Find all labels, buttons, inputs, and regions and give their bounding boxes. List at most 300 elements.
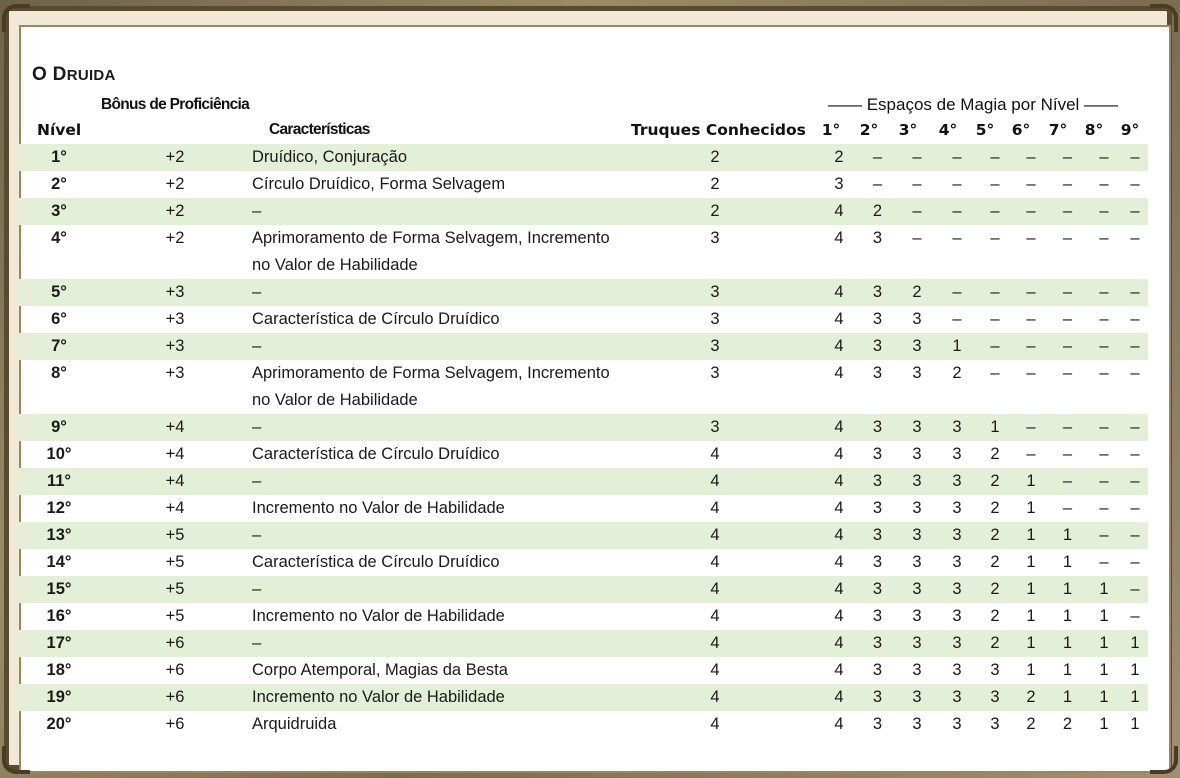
header-slot-level: 4°	[938, 121, 958, 139]
spell-slot-cell: 2	[1026, 715, 1036, 733]
spell-slot-cell: 3	[834, 175, 844, 193]
spell-slot-cell: 3	[872, 553, 883, 571]
spell-slot-cell: –	[1049, 333, 1086, 360]
spell-slot-cell: –	[990, 175, 1000, 193]
spell-slot-cell: 4	[820, 198, 858, 225]
spell-slot-cell: –	[1122, 279, 1148, 306]
spell-slot-cell: –	[977, 198, 1013, 225]
frame-corner-ornament	[1150, 746, 1178, 774]
table-row	[18, 657, 1148, 684]
spell-slot-cell: –	[1049, 468, 1086, 495]
features-cell: Característica de Círculo Druídico	[252, 445, 500, 463]
spell-slot-cell: 3	[937, 414, 977, 441]
proficiency-bonus-cell: +6	[165, 661, 185, 679]
cantrips-cell: 4	[610, 468, 820, 495]
spell-slot-cell: 3	[897, 414, 937, 441]
table-row	[18, 576, 1148, 603]
spell-slot-cell: –	[990, 364, 1000, 382]
spell-slot-cell: –	[1122, 333, 1148, 360]
level-cell: 9°	[18, 414, 100, 441]
level-cell: 5°	[18, 279, 100, 306]
table-row	[18, 549, 1148, 576]
proficiency-bonus-cell: +2	[165, 175, 185, 193]
cantrips-cell: 4	[610, 522, 820, 549]
header-proficiency: Bônus de Proficiência	[101, 96, 250, 113]
features-cell: Druídico, Conjuração	[250, 144, 610, 171]
frame-corner-ornament	[2, 4, 30, 32]
spell-slot-cell: 4	[820, 414, 858, 441]
level-cell: 20°	[46, 715, 72, 733]
features-cell: –	[250, 279, 610, 306]
cantrips-cell: 2	[610, 198, 820, 225]
header-slot-level: 8°	[1084, 121, 1104, 139]
spell-slot-cell: 3	[872, 445, 883, 463]
frame-corner-ornament	[1150, 4, 1178, 32]
spell-slot-cell: –	[1122, 414, 1148, 441]
features-cell: –	[250, 333, 610, 360]
header-slot-level: 2°	[859, 121, 879, 139]
proficiency-bonus-cell: +4	[100, 414, 250, 441]
spell-slot-cell: 1	[1049, 630, 1086, 657]
header-slot-level: 1°	[821, 121, 841, 139]
table-row	[18, 306, 1148, 333]
header-slot-level: 6°	[1011, 121, 1031, 139]
spell-slot-cell: 3	[872, 310, 883, 328]
level-cell: 6°	[51, 310, 67, 328]
features-cell: –	[250, 522, 610, 549]
table-row	[18, 630, 1148, 657]
spell-slot-cell: 1	[1013, 630, 1049, 657]
spell-slot-cell: –	[1099, 445, 1109, 463]
spell-slot-cell: –	[897, 144, 937, 171]
spell-slot-cell: –	[1099, 364, 1109, 382]
spell-slot-cell: –	[990, 310, 1000, 328]
features-cell: Característica de Círculo Druídico	[252, 310, 500, 328]
cantrips-cell: 4	[710, 715, 720, 733]
spell-slot-cell: –	[1062, 445, 1073, 463]
spell-slot-cell: 3	[897, 333, 937, 360]
spell-slot-cell: 1	[1099, 661, 1109, 679]
features-cell: Círculo Druídico, Forma Selvagem	[252, 175, 506, 193]
spell-slot-cell: 2	[977, 522, 1013, 549]
cantrips-cell: 3	[610, 279, 820, 306]
spell-slot-cell: 1	[1026, 553, 1036, 571]
proficiency-bonus-cell: +3	[165, 310, 185, 328]
spell-slot-cell: –	[1049, 198, 1086, 225]
cantrips-cell: 4	[710, 445, 720, 463]
spell-slot-cell: 4	[834, 607, 844, 625]
features-cell: Incremento no Valor de Habilidade	[250, 684, 610, 711]
spell-slot-cell: –	[1086, 279, 1122, 306]
cantrips-cell: 4	[610, 630, 820, 657]
spell-slot-cell: –	[1013, 333, 1049, 360]
spell-slot-cell: –	[872, 175, 883, 193]
spell-slot-cell: –	[1013, 198, 1049, 225]
spell-slot-cell: –	[1013, 279, 1049, 306]
table-row	[18, 225, 1148, 279]
table-row	[18, 333, 1148, 360]
spell-slot-cell: –	[1026, 364, 1036, 382]
table-row	[18, 414, 1148, 441]
spell-slot-cell: 2	[858, 198, 897, 225]
spell-slot-cell: 4	[834, 310, 844, 328]
cantrips-cell: 4	[610, 684, 820, 711]
spell-slot-cell: 2	[977, 468, 1013, 495]
spell-slot-cell: 3	[858, 333, 897, 360]
spell-slot-cell: 1	[937, 333, 977, 360]
cantrips-cell: 4	[710, 499, 720, 517]
spell-slot-cell: –	[1122, 468, 1148, 495]
spell-slot-cell: 1	[1013, 576, 1049, 603]
features-cell: Corpo Atemporal, Magias da Besta	[252, 661, 508, 679]
level-cell: 8°	[51, 364, 67, 382]
spell-slot-cell: –	[912, 229, 922, 247]
level-cell: 10°	[46, 445, 72, 463]
proficiency-bonus-cell: +4	[165, 445, 185, 463]
level-cell: 14°	[46, 553, 72, 571]
spell-slot-cell: 4	[834, 229, 844, 247]
proficiency-bonus-cell: +4	[100, 468, 250, 495]
spell-slot-cell: 3	[897, 576, 937, 603]
spell-slot-cell: –	[1099, 499, 1109, 517]
header-slot-level: 9°	[1120, 121, 1140, 139]
cantrips-cell: 4	[710, 607, 720, 625]
proficiency-bonus-cell: +6	[100, 630, 250, 657]
spell-slot-cell: 4	[820, 468, 858, 495]
level-cell: 11°	[18, 468, 100, 495]
spell-slot-cell: 1	[1013, 468, 1049, 495]
spell-slot-cell: 3	[912, 364, 922, 382]
spell-slot-cell: 2	[820, 144, 858, 171]
features-cell: –	[250, 576, 610, 603]
spell-slot-cell: 1	[1122, 630, 1148, 657]
spell-slot-cell: 3	[912, 445, 922, 463]
proficiency-bonus-cell: +2	[165, 229, 185, 247]
spell-slot-cell: –	[1026, 445, 1036, 463]
features-cell: –	[250, 630, 610, 657]
spell-slot-cell: –	[1130, 175, 1140, 193]
spell-slot-cell: –	[937, 144, 977, 171]
spell-slot-cell: –	[990, 229, 1000, 247]
cantrips-cell: 4	[610, 576, 820, 603]
spell-slot-cell: –	[1099, 553, 1109, 571]
spell-slot-cell: 3	[937, 630, 977, 657]
spell-slot-cell: –	[1086, 522, 1122, 549]
spell-slot-cell: 1	[1026, 499, 1036, 517]
spell-slot-cell: –	[1130, 607, 1140, 625]
spell-slot-cell: –	[937, 198, 977, 225]
header-slot-level: 5°	[975, 121, 995, 139]
spell-slot-cell: 3	[897, 630, 937, 657]
spell-slot-cell: 3	[952, 499, 962, 517]
level-cell: 18°	[46, 661, 72, 679]
spell-slot-cell: –	[1062, 310, 1073, 328]
level-cell: 2°	[51, 175, 67, 193]
spell-slot-cell: 3	[872, 715, 883, 733]
level-cell: 16°	[46, 607, 72, 625]
spell-slot-cell: –	[1062, 364, 1073, 382]
spell-slot-cell: –	[977, 144, 1013, 171]
spell-slot-cell: –	[912, 175, 922, 193]
spell-slot-cell: 3	[897, 522, 937, 549]
spell-slot-cell: 4	[820, 333, 858, 360]
spell-slot-cell: –	[1086, 468, 1122, 495]
title-first: O D	[32, 64, 67, 85]
proficiency-bonus-cell: +5	[100, 522, 250, 549]
spell-slot-cell: 1	[1026, 661, 1036, 679]
spell-slot-cell: 4	[820, 576, 858, 603]
spell-slot-cell: 3	[912, 661, 922, 679]
table-row	[18, 144, 1148, 171]
spell-slot-cell: –	[1086, 198, 1122, 225]
spell-slot-cell: –	[1122, 576, 1148, 603]
proficiency-bonus-cell: +5	[165, 553, 185, 571]
spell-slot-cell: 1	[1099, 607, 1109, 625]
proficiency-bonus-cell: +6	[165, 715, 185, 733]
table-row	[18, 441, 1148, 468]
spell-slot-cell: 3	[858, 414, 897, 441]
spell-slot-cell: 2	[990, 499, 1000, 517]
spell-slot-cell: 2	[990, 553, 1000, 571]
table-row	[18, 360, 1148, 414]
spell-slot-cell: 3	[990, 715, 1000, 733]
title-rest: RUIDA	[66, 67, 116, 84]
spell-slot-cell: 1	[1062, 607, 1073, 625]
features-cell: Aprimoramento de Forma Selvagem, Incremento no Valor de Habilidade	[252, 229, 610, 274]
spell-slot-cell: 3	[897, 468, 937, 495]
spell-slot-cell: 2	[977, 576, 1013, 603]
spell-slot-cell: –	[952, 175, 962, 193]
spell-slot-cell: –	[1122, 144, 1148, 171]
spell-slot-cell: –	[1026, 310, 1036, 328]
spell-slot-cell: 3	[937, 684, 977, 711]
spell-slot-cell: –	[1049, 414, 1086, 441]
proficiency-bonus-cell: +5	[165, 607, 185, 625]
spell-slot-cell: 2	[1062, 715, 1073, 733]
spell-slot-cell: –	[1062, 175, 1073, 193]
level-cell: 12°	[46, 499, 72, 517]
spell-slot-cell: 3	[952, 607, 962, 625]
table-row	[18, 522, 1148, 549]
spell-slot-cell: 3	[872, 364, 883, 382]
spell-slot-cell: 3	[952, 661, 962, 679]
spell-slot-cell: –	[1130, 310, 1140, 328]
table-row	[18, 171, 1148, 198]
header-spell-slots-group: —— Espaços de Magia por Nível ——	[828, 95, 1119, 114]
spell-slot-cell: 4	[820, 522, 858, 549]
spell-slot-cell: –	[1086, 144, 1122, 171]
spell-slot-cell: 3	[912, 310, 922, 328]
header-level: Nível	[37, 121, 82, 139]
spell-slot-cell: 3	[937, 522, 977, 549]
spell-slot-cell: 4	[834, 499, 844, 517]
table-row	[18, 603, 1148, 630]
features-cell: Incremento no Valor de Habilidade	[252, 499, 505, 517]
cantrips-cell: 4	[710, 661, 720, 679]
cantrips-cell: 3	[710, 229, 720, 247]
cantrips-cell: 4	[710, 553, 720, 571]
spell-slot-cell: 4	[820, 279, 858, 306]
spell-slot-cell: –	[952, 310, 962, 328]
table-row	[18, 468, 1148, 495]
level-cell: 4°	[51, 229, 67, 247]
spell-slot-cell: –	[1130, 229, 1140, 247]
spell-slot-cell: 1	[1122, 684, 1148, 711]
spell-slot-cell: 3	[858, 630, 897, 657]
spell-slot-cell: 1	[1086, 630, 1122, 657]
proficiency-bonus-cell: +4	[165, 499, 185, 517]
cantrips-cell: 2	[710, 175, 720, 193]
spell-slot-cell: –	[858, 144, 897, 171]
spell-slot-cell: 3	[937, 468, 977, 495]
proficiency-bonus-cell: +5	[100, 576, 250, 603]
spell-slot-cell: 2	[897, 279, 937, 306]
spell-slot-cell: 1	[1086, 684, 1122, 711]
spell-slot-cell: 3	[858, 468, 897, 495]
spell-slot-cell: 1	[1062, 553, 1073, 571]
spell-slot-cell: 4	[834, 553, 844, 571]
spell-slot-cell: 3	[952, 715, 962, 733]
header-cantrips: Truques Conhecidos	[631, 121, 806, 139]
spell-slot-cell: 2	[1013, 684, 1049, 711]
spell-slot-cell: –	[1099, 175, 1109, 193]
spell-slot-cell: –	[1062, 229, 1073, 247]
cantrips-cell: 3	[710, 310, 720, 328]
features-cell: Aprimoramento de Forma Selvagem, Incremento no Valor de Habilidade	[252, 364, 610, 409]
proficiency-bonus-cell: +6	[100, 684, 250, 711]
spell-slot-cell: 3	[977, 684, 1013, 711]
proficiency-bonus-cell: +3	[165, 364, 185, 382]
features-cell: –	[250, 468, 610, 495]
table-row	[18, 279, 1148, 306]
features-cell: –	[250, 414, 610, 441]
spell-slot-cell: 4	[834, 661, 844, 679]
spell-slot-cell: –	[1026, 175, 1036, 193]
spell-slot-cell: –	[1013, 144, 1049, 171]
level-cell: 19°	[18, 684, 100, 711]
spell-slot-cell: –	[1099, 229, 1109, 247]
spell-slot-cell: 1	[1049, 576, 1086, 603]
spell-slot-cell: –	[1122, 198, 1148, 225]
features-cell: –	[250, 198, 610, 225]
proficiency-bonus-cell: +3	[100, 333, 250, 360]
features-cell: Arquidruida	[252, 715, 337, 733]
header-slot-level: 7°	[1048, 121, 1068, 139]
spell-slot-cell: 1	[977, 414, 1013, 441]
spell-slot-cell: 1	[1049, 522, 1086, 549]
spell-slot-cell: 4	[834, 715, 844, 733]
header-features: Características	[269, 121, 370, 138]
spell-slot-cell: 2	[977, 630, 1013, 657]
table-row	[18, 684, 1148, 711]
spell-slot-cell: 4	[834, 364, 844, 382]
spell-slot-cell: 1	[1130, 715, 1140, 733]
spell-slot-cell: –	[952, 229, 962, 247]
spell-slot-cell: 1	[1086, 576, 1122, 603]
spell-slot-cell: 1	[1026, 607, 1036, 625]
spell-slot-cell: 3	[912, 607, 922, 625]
spell-slot-cell: 1	[1049, 684, 1086, 711]
spell-slot-cell: 3	[912, 499, 922, 517]
spell-slot-cell: 3	[872, 607, 883, 625]
frame-corner-ornament	[2, 746, 30, 774]
level-cell: 1°	[18, 144, 100, 171]
header-slot-level: 3°	[898, 121, 918, 139]
cantrips-cell: 3	[710, 364, 720, 382]
proficiency-bonus-cell: +2	[100, 198, 250, 225]
spell-slot-cell: 3	[858, 522, 897, 549]
spell-slot-cell: –	[1099, 310, 1109, 328]
proficiency-bonus-cell: +3	[100, 279, 250, 306]
cantrips-cell: 3	[610, 414, 820, 441]
spell-slot-cell: 4	[820, 630, 858, 657]
spell-slot-cell: –	[1130, 445, 1140, 463]
spell-slot-cell: 3	[937, 576, 977, 603]
spell-slot-cell: –	[1049, 144, 1086, 171]
features-cell: Incremento no Valor de Habilidade	[252, 607, 505, 625]
spell-slot-cell: 3	[858, 279, 897, 306]
spell-slot-cell: –	[1130, 364, 1140, 382]
spell-slot-cell: 3	[872, 229, 883, 247]
table-title	[32, 64, 116, 86]
proficiency-bonus-cell: +2	[100, 144, 250, 171]
spell-slot-cell: –	[937, 279, 977, 306]
spell-slot-cell: –	[1026, 229, 1036, 247]
spell-slot-cell: 2	[990, 445, 1000, 463]
level-cell: 7°	[18, 333, 100, 360]
spell-slot-cell: 3	[990, 661, 1000, 679]
spell-slot-cell: 2	[952, 364, 962, 382]
spell-slot-cell: –	[977, 333, 1013, 360]
level-cell: 15°	[18, 576, 100, 603]
features-cell: Característica de Círculo Druídico	[252, 553, 500, 571]
spell-slot-cell: 3	[872, 499, 883, 517]
spell-slot-cell: 3	[858, 684, 897, 711]
spell-slot-cell: 4	[820, 684, 858, 711]
spell-slot-cell: –	[1122, 522, 1148, 549]
druid-progression-table	[18, 144, 1148, 738]
spell-slot-cell: –	[1086, 414, 1122, 441]
spell-slot-cell: 2	[990, 607, 1000, 625]
spell-slot-cell: –	[897, 198, 937, 225]
spell-slot-cell: –	[1062, 499, 1073, 517]
spell-slot-cell: –	[1049, 279, 1086, 306]
spell-slot-cell: 3	[912, 553, 922, 571]
spell-slot-cell: 4	[834, 445, 844, 463]
table-row	[18, 711, 1148, 738]
spell-slot-cell: –	[1086, 333, 1122, 360]
spell-slot-cell: 1	[1013, 522, 1049, 549]
level-cell: 17°	[18, 630, 100, 657]
cantrips-cell: 2	[610, 144, 820, 171]
table-row	[18, 198, 1148, 225]
spell-slot-cell: 1	[1062, 661, 1073, 679]
spell-slot-cell: 3	[952, 553, 962, 571]
spell-slot-cell: –	[1130, 499, 1140, 517]
level-cell: 3°	[18, 198, 100, 225]
table-row	[18, 495, 1148, 522]
spell-slot-cell: 3	[858, 576, 897, 603]
spell-slot-cell: 1	[1099, 715, 1109, 733]
spell-slot-cell: 3	[872, 661, 883, 679]
level-cell: 13°	[18, 522, 100, 549]
spell-slot-cell: –	[977, 279, 1013, 306]
spell-slot-cell: 3	[912, 715, 922, 733]
spell-slot-cell: –	[1013, 414, 1049, 441]
cantrips-cell: 3	[610, 333, 820, 360]
spell-slot-cell: –	[1130, 553, 1140, 571]
spell-slot-cell: 3	[897, 684, 937, 711]
